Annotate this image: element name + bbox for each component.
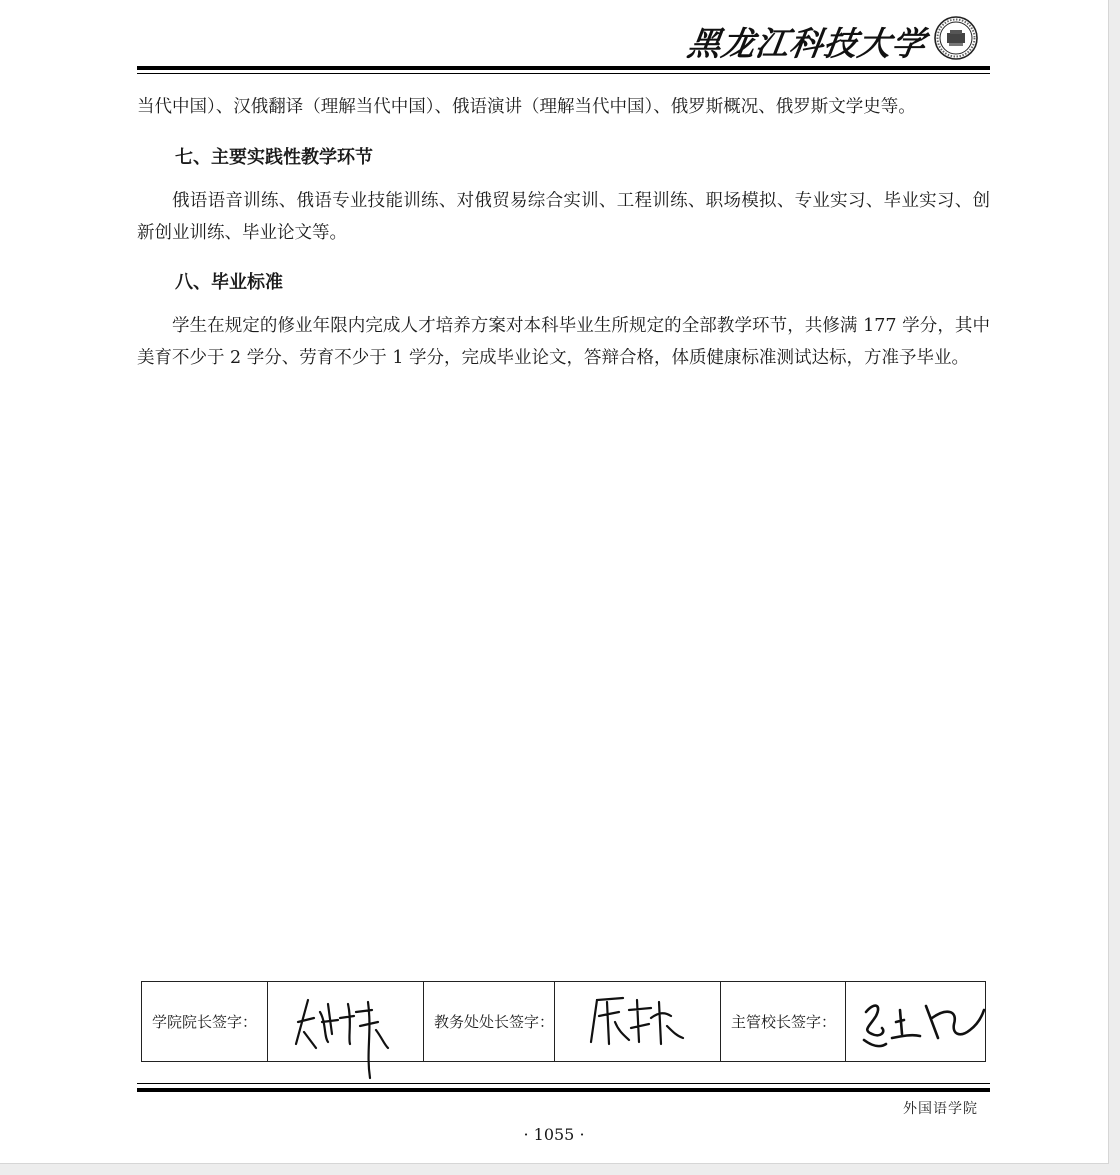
vice-president-signature-label: 主管校长签字： <box>721 982 846 1062</box>
header-rule-thick <box>137 66 990 70</box>
section8-paragraph: 学生在规定的修业年限内完成人才培养方案对本科毕业生所规定的全部教学环节，共修满 177 学分，其中美育不少于 2 学分、劳育不少于 1 学分，完成毕业论文，答辩合格，体质健康标准测试达标，方准予毕业。 <box>137 316 990 368</box>
signature-table <box>141 981 986 1062</box>
paragraph-continued: 当代中国）、汉俄翻译（理解当代中国）、俄语演讲（理解当代中国）、俄罗斯概况、俄罗斯文学史等。 <box>137 97 916 117</box>
dean-signature-label: 学院院长签字： <box>142 982 268 1062</box>
vice-president-signature <box>846 982 986 1062</box>
dean-signature <box>268 982 424 1062</box>
footer-rule-thick <box>137 1088 990 1092</box>
vice-president-signature-handwriting <box>846 982 1002 1062</box>
dean-signature-handwriting <box>268 982 413 1082</box>
university-seal-icon <box>934 16 978 60</box>
footer-rule-thin <box>137 1083 990 1084</box>
academic-affairs-signature-handwriting <box>555 982 710 1062</box>
page-number: · 1055 · <box>523 1125 585 1144</box>
footer-department: 外国语学院 <box>903 1101 978 1117</box>
section8-heading: 八、毕业标准 <box>175 272 283 293</box>
header-rule-thin <box>137 73 990 74</box>
section7-paragraph: 俄语语音训练、俄语专业技能训练、对俄贸易综合实训、工程训练、职场模拟、专业实习、毕业实习、创新创业训练、毕业论文等。 <box>137 191 990 243</box>
academic-affairs-signature <box>555 982 721 1062</box>
section7-heading: 七、主要实践性教学环节 <box>175 147 373 168</box>
academic-affairs-signature-label: 教务处处长签字： <box>424 982 555 1062</box>
page-header <box>137 10 978 72</box>
university-logo-text: 黑龙江科技大学 <box>684 24 929 63</box>
